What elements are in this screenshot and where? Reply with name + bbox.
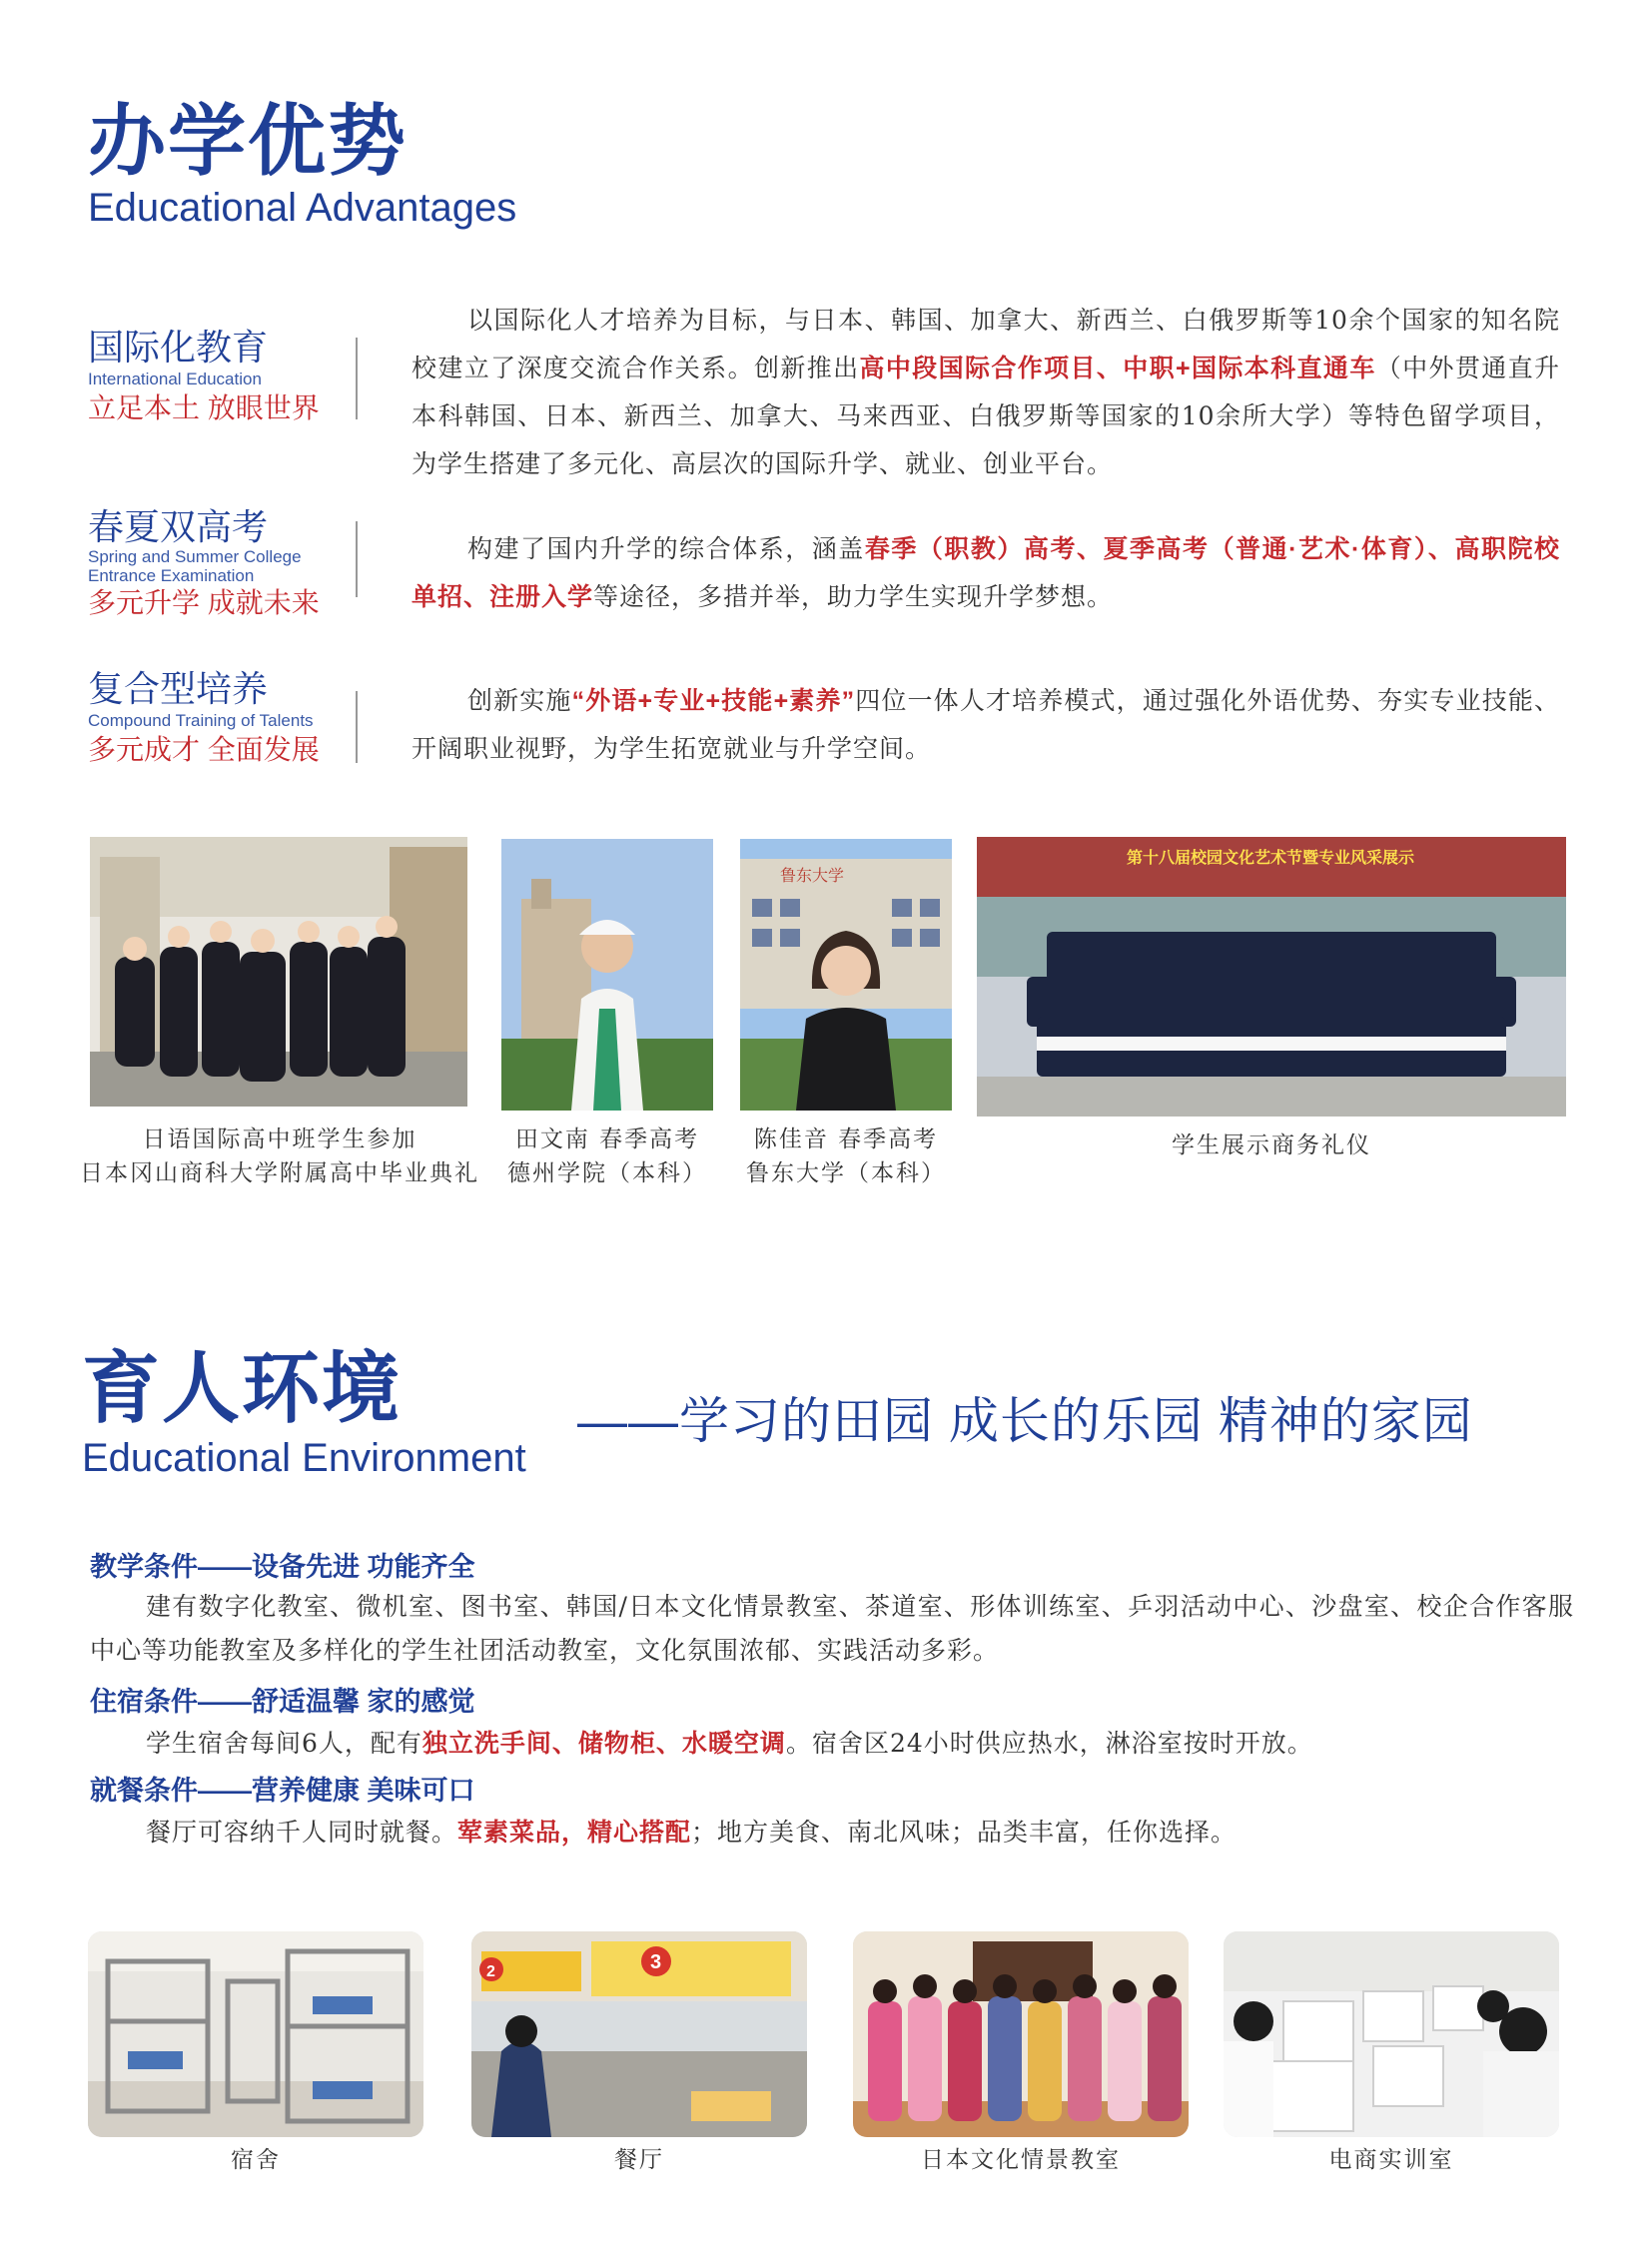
caption-line: 陈佳音 春季高考 [753,1126,939,1152]
caption-line: 田文南 春季高考 [514,1126,700,1152]
section-title-en: Educational Advantages [88,186,517,230]
housing-paragraph [90,1722,1574,1766]
etiquette-image [977,837,1566,1117]
photo-caption [977,1128,1566,1162]
dining-heading: 就餐条件——营养健康 美味可口 [90,1776,475,1806]
paragraph-text: 构建了国内升学的综合体系，涵盖 [467,534,865,563]
paragraph-text: 创新实施 [467,686,572,715]
highlight-text: 高中段国际合作项目、中职+国际本科直通车 [859,355,1376,382]
ecommerce-lab-image [1224,1931,1559,2137]
advantage-label-gaokao [88,506,358,618]
photo-caption [501,1122,713,1190]
student-chen-photo [740,839,952,1111]
section-title-cn: 育人环境 [82,1343,403,1434]
graduation-photo [90,837,467,1107]
graduation-photo-image [90,837,467,1107]
caption-line: 鲁东大学（本科） [746,1160,946,1186]
paragraph-text: 建有数字化教室、微机室、图书室、韩国/日本文化情景教室、茶道室、形体训练室、乒羽活动中心、沙盘室、校企合作客服中心等功能教室及多样化的学生社团活动教室，文化氛围浓郁、实践活动多彩。 [90,1592,1574,1665]
advantage-subtitle: International Education [88,370,262,388]
paragraph-text: 餐厅可容纳千人同时就餐。 [146,1818,458,1847]
canteen-image [471,1931,807,2137]
photo-caption: 餐厅 [614,2147,664,2173]
advantage-label-international [88,327,358,423]
divider [356,338,358,419]
paragraph-text: 。宿舍区24小时供应热水，淋浴室按时开放。 [785,1729,1313,1758]
highlight-text: 荤素菜品，精心搭配 [457,1819,692,1847]
advantage-subtitle: Entrance Examination [88,566,255,585]
advantage-slogan: 多元成才 全面发展 [88,734,320,765]
advantage-subtitle: Spring and Summer College [88,547,302,566]
advantage-paragraph-compound [412,677,1560,773]
advantage-title: 春夏双高考 [88,506,269,547]
advantage-title: 国际化教育 [88,327,269,368]
caption-line: 日语国际高中班学生参加 [142,1126,417,1152]
caption-line: 学生展示商务礼仪 [1172,1132,1371,1158]
advantage-slogan: 立足本土 放眼世界 [88,392,320,423]
housing-heading: 住宿条件——舒适温馨 家的感觉 [90,1687,475,1717]
paragraph-text: ；地方美食、南北风味；品类丰富，任你选择。 [691,1818,1238,1847]
japan-classroom-photo [853,1931,1189,2137]
advantage-paragraph-international [412,297,1560,488]
etiquette-banner: 第十八届校园文化艺术节暨专业风采展示 [1126,850,1414,867]
highlight-text: “外语+专业+技能+素养” [571,687,856,715]
teaching-heading: 教学条件——设备先进 功能齐全 [90,1552,475,1582]
paragraph-text: 以国际化人才培养为目标，与日本、韩国、加拿大、新西兰、白俄罗斯等10余个国家的知名院校建立了深度交流合作关系。创新推出 [412,306,1560,382]
photo-caption [740,1122,952,1190]
canteen-photo [471,1931,807,2137]
campus-sign-text: 鲁东大学 [780,866,845,885]
section-title-en: Educational Environment [82,1436,526,1480]
paragraph-text: 四位一体人才培养模式，通过强化外语优势、夯实专业技能、开阔职业视野，为学生拓宽就业与升学空间。 [412,686,1560,763]
divider [356,691,358,763]
advantage-subtitle: Compound Training of Talents [88,711,314,730]
highlight-text: 独立洗手间、储物柜、水暖空调 [421,1730,786,1758]
caption-line: 德州学院（本科） [507,1160,707,1186]
paragraph-text: 等途径，多措并举，助力学生实现升学梦想。 [593,582,1114,611]
dorm-photo [88,1931,423,2137]
counter-number: 2 [486,1963,495,1980]
etiquette-photo [977,837,1566,1117]
section-title-cn: 办学优势 [88,96,409,187]
highlight-text: 春季（职教）高考、夏季高考（普通·艺术·体育）、高职院校单招、注册入学 [412,535,1560,611]
paragraph-text: 学生宿舍每间6人，配有 [146,1729,422,1758]
dorm-image [88,1931,423,2137]
ecommerce-lab-photo [1224,1931,1559,2137]
advantage-title: 复合型培养 [88,668,269,709]
student-tian-photo [501,839,713,1111]
student-tian-image [501,839,713,1111]
divider [356,521,358,597]
dining-paragraph [90,1811,1574,1855]
environment-sections [90,1554,1574,1855]
counter-number: 3 [650,1951,662,1973]
advantage-label-compound [88,668,368,765]
paragraph-text: （中外贯通直升本科韩国、日本、新西兰、加拿大、马来西亚、白俄罗斯等国家的10余所大学）等特色留学项目，为学生搭建了多元化、高层次的国际升学、就业、创业平台。 [412,354,1560,478]
caption-line: 日本冈山商科大学附属高中毕业典礼 [80,1160,479,1186]
photo-caption: 电商实训室 [1328,2147,1454,2173]
japan-classroom-image [853,1931,1189,2137]
student-chen-image [740,839,952,1111]
advantage-slogan: 多元升学 成就未来 [88,587,320,618]
advantage-paragraph-gaokao [412,525,1560,621]
photo-caption: 日本文化情景教室 [921,2147,1121,2173]
photo-caption: 宿舍 [231,2147,281,2173]
teaching-paragraph [90,1585,1574,1673]
photo-caption [60,1122,499,1190]
environment-slogan: ——学习的田园 成长的乐园 精神的家园 [577,1393,1473,1449]
